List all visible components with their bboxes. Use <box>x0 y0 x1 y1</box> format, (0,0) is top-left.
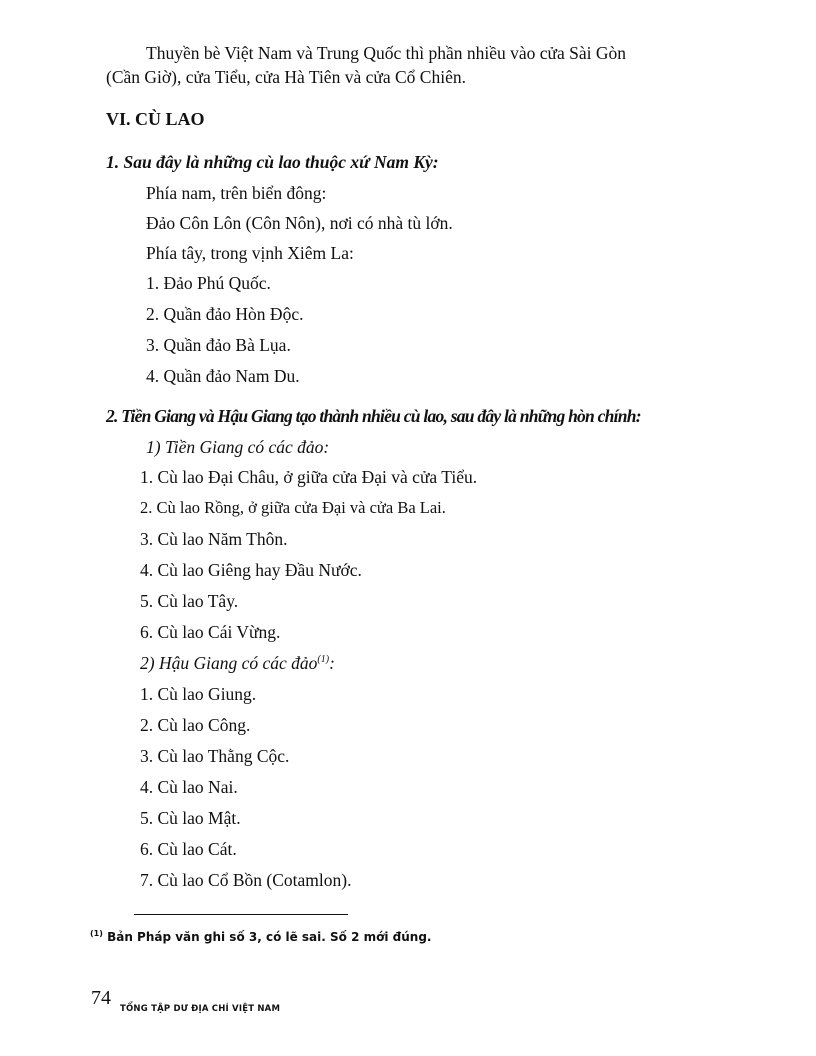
tien-giang-item-6: 6. Cù lao Cái Vừng. <box>140 622 281 642</box>
section-title: VI. CÙ LAO <box>106 109 205 129</box>
sub1-line-1: Phía nam, trên biển đông: <box>146 183 327 203</box>
hau-giang-item-4: 4. Cù lao Nai. <box>140 777 238 797</box>
footnote-text: Bản Pháp văn ghi số 3, có lẽ sai. Số 2 mới đúng. <box>102 930 432 944</box>
hau-giang-item-1: 1. Cù lao Giung. <box>140 684 257 704</box>
sub1-line-5: 2. Quần đảo Hòn Độc. <box>146 304 304 324</box>
running-footer: TỔNG TẬP DƯ ĐỊA CHÍ VIỆT NAM <box>120 1004 281 1014</box>
sub1-line-2: Đảo Côn Lôn (Côn Nôn), nơi có nhà tù lớn. <box>146 213 453 233</box>
sub1-line-6: 3. Quần đảo Bà Lụa. <box>146 335 291 355</box>
subsection-1-title: 1. Sau đây là những cù lao thuộc xứ Nam Kỳ: <box>106 152 439 172</box>
hau-giang-item-6: 6. Cù lao Cát. <box>140 839 237 859</box>
sub1-line-4: 1. Đảo Phú Quốc. <box>146 273 271 293</box>
sub1-line-7: 4. Quần đảo Nam Du. <box>146 366 300 386</box>
hau-giang-heading <box>140 652 335 674</box>
tien-giang-item-3: 3. Cù lao Năm Thôn. <box>140 529 288 549</box>
footnote-divider <box>134 914 348 915</box>
tien-giang-item-2: 2. Cù lao Rồng, ở giữa cửa Đại và cửa Ba Lai. <box>140 498 446 517</box>
hau-giang-item-3: 3. Cù lao Thằng Cộc. <box>140 746 290 766</box>
subsection-2-title: 2. Tiền Giang và Hậu Giang tạo thành nhiều cù lao, sau đây là những hòn chính: <box>106 406 641 426</box>
paragraph-line-1: Thuyền bè Việt Nam và Trung Quốc thì phần nhiều vào cửa Sài Gòn <box>146 43 627 63</box>
tien-giang-item-4: 4. Cù lao Giêng hay Đầu Nước. <box>140 560 362 580</box>
tien-giang-heading: 1) Tiền Giang có các đảo: <box>146 437 330 457</box>
hau-giang-item-7: 7. Cù lao Cổ Bồn (Cotamlon). <box>140 870 352 890</box>
footnote <box>90 930 431 944</box>
hau-giang-item-2: 2. Cù lao Công. <box>140 715 251 735</box>
footnote-reference: (1) <box>317 654 330 666</box>
hau-giang-heading-text: 2) Hậu Giang có các đảo <box>140 653 318 673</box>
hau-giang-heading-colon: : <box>329 653 335 673</box>
footnote-mark: (1) <box>90 929 103 938</box>
sub1-line-3: Phía tây, trong vịnh Xiêm La: <box>146 243 354 263</box>
paragraph-line-2: (Cần Giờ), cửa Tiểu, cửa Hà Tiên và cửa Cổ Chiên. <box>106 67 466 87</box>
tien-giang-item-5: 5. Cù lao Tây. <box>140 591 239 611</box>
tien-giang-item-1: 1. Cù lao Đại Châu, ở giữa cửa Đại và cửa Tiểu. <box>140 467 478 487</box>
hau-giang-item-5: 5. Cù lao Mật. <box>140 808 241 828</box>
page-number: 74 <box>91 987 111 1009</box>
